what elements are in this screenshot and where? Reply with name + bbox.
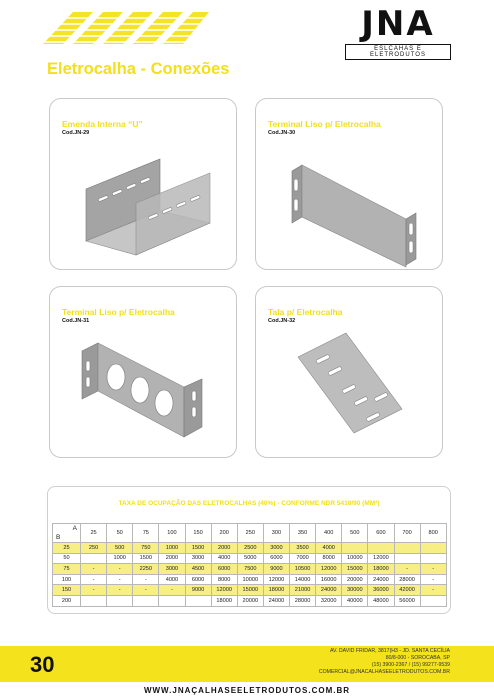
logo-mesh-icon <box>33 8 211 50</box>
table-cell: - <box>107 585 133 596</box>
table-cell: 12000 <box>211 585 237 596</box>
table-cell: 10000 <box>237 574 263 585</box>
table-cell: - <box>420 564 446 575</box>
table-cell: 1000 <box>107 553 133 564</box>
table-cell: 8000 <box>211 574 237 585</box>
plain-end-cap-icon <box>256 99 442 269</box>
table-cell: 56000 <box>394 595 420 606</box>
table-row <box>53 585 447 596</box>
table-corner-cell <box>53 524 81 543</box>
table-cell <box>133 595 159 606</box>
table-cell: 12000 <box>263 574 289 585</box>
product-card-terminal-liso <box>255 98 443 270</box>
table-cell: - <box>133 585 159 596</box>
table-cell: 10000 <box>342 553 368 564</box>
product-title: Tala p/ Eletrocalha <box>268 307 343 317</box>
column-header-cell: 100 <box>159 524 185 543</box>
column-header-cell: 75 <box>133 524 159 543</box>
table-cell: 42000 <box>394 585 420 596</box>
row-header-cell: 50 <box>53 553 81 564</box>
table-cell: 40000 <box>342 595 368 606</box>
table-cell <box>420 595 446 606</box>
row-header-cell: 100 <box>53 574 81 585</box>
table-cell <box>185 595 211 606</box>
table-cell: - <box>81 585 107 596</box>
column-header-cell: 150 <box>185 524 211 543</box>
table-cell: 1500 <box>133 553 159 564</box>
table-cell: 18000 <box>211 595 237 606</box>
product-title: Emenda Interna “U” <box>62 119 143 129</box>
column-header-cell: 800 <box>420 524 446 543</box>
table-cell: 21000 <box>290 585 316 596</box>
product-code: Cod.JN-30 <box>268 130 296 136</box>
column-header-cell: 300 <box>263 524 289 543</box>
table-cell: 36000 <box>368 585 394 596</box>
phone-line: (15) 3900-2367 / (15) 99277-9539 <box>371 662 450 669</box>
table-cell: 9000 <box>185 585 211 596</box>
table-cell <box>420 543 446 554</box>
table-cell: 28000 <box>394 574 420 585</box>
table-cell: 10500 <box>290 564 316 575</box>
table-cell: - <box>420 585 446 596</box>
table-header-row <box>53 524 447 543</box>
corner-label-b: B <box>56 534 61 541</box>
table-cell: 15000 <box>237 585 263 596</box>
table-cell: - <box>394 564 420 575</box>
product-title: Terminal Liso p/ Eletrocalha <box>62 307 175 317</box>
table-cell <box>81 595 107 606</box>
table-cell: - <box>107 574 133 585</box>
table-cell: 3000 <box>159 564 185 575</box>
table-row <box>53 574 447 585</box>
row-header-cell: 75 <box>53 564 81 575</box>
table-cell: 2500 <box>237 543 263 554</box>
occupation-table <box>52 523 447 607</box>
table-cell: 16000 <box>316 574 342 585</box>
product-code: Cod.JN-29 <box>62 130 90 136</box>
table-cell: 4000 <box>211 553 237 564</box>
column-header-cell: 500 <box>342 524 368 543</box>
table-cell: - <box>107 564 133 575</box>
perforated-end-cap-icon <box>50 287 236 457</box>
table-cell: 20000 <box>237 595 263 606</box>
table-cell: 4000 <box>316 543 342 554</box>
table-cell: 4000 <box>159 574 185 585</box>
table-cell: 8000 <box>316 553 342 564</box>
table-cell: 4500 <box>185 564 211 575</box>
table-cell: 12000 <box>316 564 342 575</box>
table-cell: 15000 <box>342 564 368 575</box>
column-header-cell: 600 <box>368 524 394 543</box>
column-header-cell: 700 <box>394 524 420 543</box>
table-row <box>53 553 447 564</box>
website-link[interactable]: WWW.JNAÇALHASEELETRODUTOS.COM.BR <box>143 686 351 695</box>
product-title: Terminal Liso p/ Eletrocalha <box>268 119 381 129</box>
brand-subtitle: ESLCAHAS E ELETRODUTOS <box>345 44 451 60</box>
table-cell: 6000 <box>211 564 237 575</box>
u-splice-icon <box>50 99 236 269</box>
table-cell: 18000 <box>368 564 394 575</box>
column-header-cell: 25 <box>81 524 107 543</box>
brand-name: JNA <box>361 4 435 44</box>
table-cell: 500 <box>107 543 133 554</box>
column-header-cell: 250 <box>237 524 263 543</box>
product-card-tala <box>255 286 443 458</box>
table-cell: 7000 <box>290 553 316 564</box>
table-cell: - <box>81 574 107 585</box>
column-header-cell: 400 <box>316 524 342 543</box>
table-cell: 12000 <box>368 553 394 564</box>
table-title: TAXA DE OCUPAÇÃO DAS ELETROCALHAS (40%) - CONFORME NBR 5410/90 (MM²) <box>118 500 380 507</box>
table-cell: 1500 <box>185 543 211 554</box>
table-cell: 3500 <box>290 543 316 554</box>
table-cell: 6000 <box>263 553 289 564</box>
table-cell: 24000 <box>263 595 289 606</box>
table-cell: 2250 <box>133 564 159 575</box>
product-card-terminal-perfurado <box>49 286 237 458</box>
table-cell <box>342 543 368 554</box>
splice-plate-icon <box>256 287 442 457</box>
page-number: 30 <box>30 652 55 677</box>
table-cell: 750 <box>133 543 159 554</box>
table-cell: 48000 <box>368 595 394 606</box>
table-cell: 2000 <box>159 553 185 564</box>
product-code: Cod.JN-31 <box>62 318 90 324</box>
table-cell: 18000 <box>263 585 289 596</box>
column-header-cell: 200 <box>211 524 237 543</box>
table-cell: 3000 <box>185 553 211 564</box>
brand-logo <box>345 6 451 60</box>
product-card-emenda-u <box>49 98 237 270</box>
product-code: Cod.JN-32 <box>268 318 296 324</box>
email-line: COMERCIAL@JNACALHASEELETRODUTOS.COM.BR <box>318 669 450 676</box>
table-cell <box>159 595 185 606</box>
address-line: 80/8-000 - SOROCABA, SP <box>385 655 450 662</box>
table-cell: 24000 <box>316 585 342 596</box>
table-cell: 2000 <box>211 543 237 554</box>
table-cell: 7500 <box>237 564 263 575</box>
table-cell: 1000 <box>159 543 185 554</box>
table-cell <box>420 553 446 564</box>
table-cell: 14000 <box>290 574 316 585</box>
table-cell: 24000 <box>368 574 394 585</box>
table-row <box>53 564 447 575</box>
contact-block <box>250 648 450 676</box>
table-cell <box>394 543 420 554</box>
occupation-table-panel <box>47 486 451 614</box>
row-header-cell: 150 <box>53 585 81 596</box>
table-cell: - <box>159 585 185 596</box>
table-cell: 9000 <box>263 564 289 575</box>
table-row <box>53 595 447 606</box>
table-cell: - <box>133 574 159 585</box>
row-header-cell: 200 <box>53 595 81 606</box>
table-cell <box>81 553 107 564</box>
table-cell: 28000 <box>290 595 316 606</box>
table-cell <box>394 553 420 564</box>
table-cell <box>107 595 133 606</box>
table-cell: 6000 <box>185 574 211 585</box>
address-line: AV. DAVID FRIDAR, 3817(H3 - JD. SANTA CECÍLIA <box>329 648 450 654</box>
table-cell: - <box>81 564 107 575</box>
page-title: Eletrocalha - Conexões <box>47 60 230 78</box>
table-cell <box>368 543 394 554</box>
table-cell: 3000 <box>263 543 289 554</box>
column-header-cell: 50 <box>107 524 133 543</box>
table-row <box>53 543 447 554</box>
table-cell: 32000 <box>316 595 342 606</box>
column-header-cell: 350 <box>290 524 316 543</box>
table-cell: 30000 <box>342 585 368 596</box>
table-cell: 5000 <box>237 553 263 564</box>
row-header-cell: 25 <box>53 543 81 554</box>
table-cell: 250 <box>81 543 107 554</box>
table-cell: 20000 <box>342 574 368 585</box>
corner-label-a: A <box>72 525 77 532</box>
table-cell: - <box>420 574 446 585</box>
